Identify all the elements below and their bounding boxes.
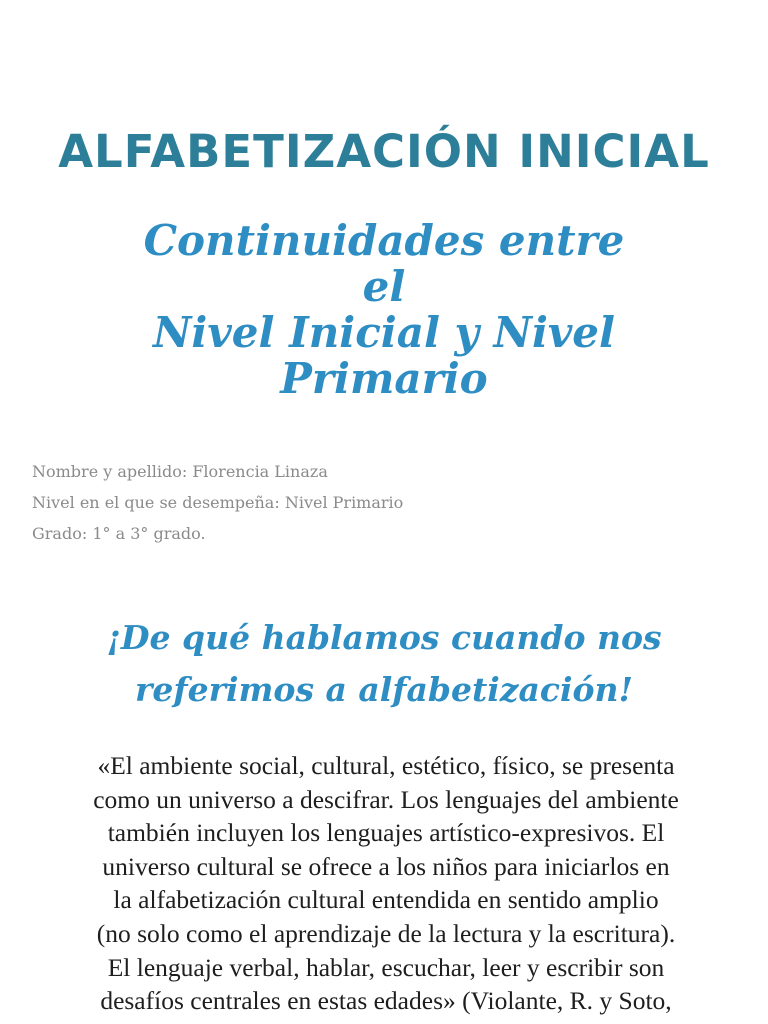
quote-line: como un universo a descifrar. Los lenguajes del ambiente (93, 784, 679, 814)
quote-line: también incluyen los lenguajes artístico-expresivos. El (107, 818, 665, 848)
section-title-line: referimos a alfabetización! (135, 670, 633, 709)
quote-line: universo cultural se ofrece a los niños para iniciarlos en (102, 851, 670, 881)
subtitle-line: Primario (280, 354, 488, 403)
quote-line: El lenguaje verbal, hablar, escuchar, leer y escribir son (107, 952, 665, 982)
quote-line: la alfabetización cultural entendida en sentido amplio (113, 885, 659, 915)
document-subtitle (134, 218, 634, 402)
subtitle-line: Continuidades entre el (143, 216, 625, 311)
section-title-line: ¡De qué hablamos cuando nos (106, 618, 662, 657)
author-grade: Grado: 1° a 3° grado. (32, 524, 206, 543)
document-title: ALFABETIZACIÓN INICIAL (58, 125, 710, 178)
quote-line: «El ambiente social, cultural, estético, físico, se presenta (97, 751, 675, 780)
quote-paragraph (36, 749, 736, 1018)
quote-line: desafíos centrales en estas edades» (Violante, R. y Soto, (100, 986, 672, 1016)
author-info (32, 456, 732, 549)
subtitle-line: Nivel Inicial y Nivel (153, 308, 615, 357)
section-title (104, 612, 664, 716)
author-name: Nombre y apellido: Florencia Linaza (32, 462, 328, 481)
quote-line: (no solo como el aprendizaje de la lectura y la escritura). (96, 918, 676, 948)
author-level: Nivel en el que se desempeña: Nivel Primario (32, 493, 404, 512)
